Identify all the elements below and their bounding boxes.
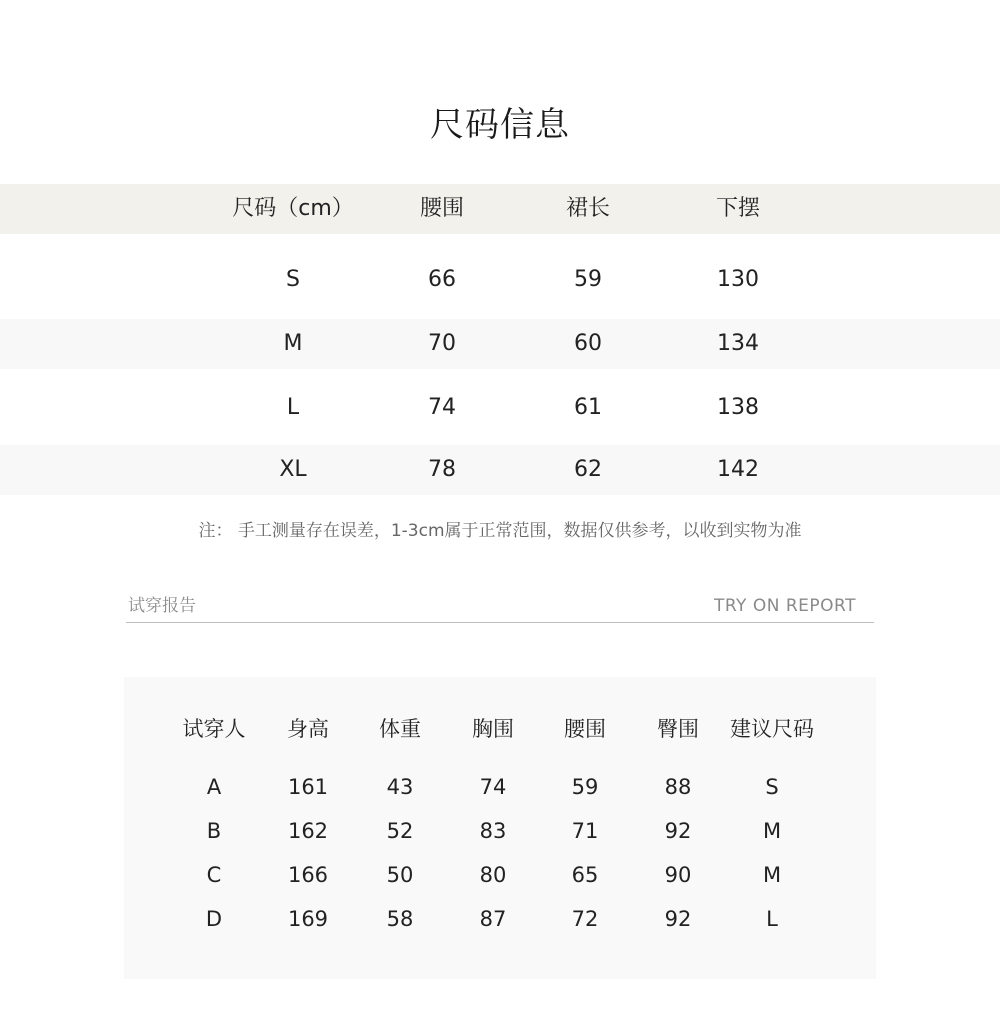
table-row [124, 857, 876, 893]
size-cell: L [286, 395, 300, 420]
hip-cell: 92 [664, 907, 692, 931]
bust-cell: 74 [479, 775, 507, 799]
suggested-size-cell: M [762, 863, 782, 887]
waist-cell: 74 [428, 395, 456, 420]
size-table-header [0, 184, 1000, 234]
hip-cell: 88 [664, 775, 692, 799]
length-cell: 62 [574, 457, 602, 482]
report-divider [126, 594, 874, 623]
table-row [124, 769, 876, 805]
header-height: 身高 [287, 717, 329, 741]
table-row [0, 255, 1000, 305]
waist-cell: 70 [428, 331, 456, 356]
header-hip: 臀围 [657, 717, 699, 741]
size-cell: S [286, 267, 300, 292]
hem-cell: 138 [717, 395, 759, 420]
waist-cell: 78 [428, 457, 456, 482]
tester-cell: B [206, 819, 222, 843]
size-cell: M [283, 331, 303, 356]
header-bust: 胸围 [472, 717, 514, 741]
hem-cell: 130 [717, 267, 759, 292]
header-size: 尺码（cm） [232, 196, 354, 221]
measurement-note: 注： 手工测量存在误差，1-3cm属于正常范围，数据仅供参考，以收到实物为准 [198, 521, 802, 541]
table-row [0, 319, 1000, 369]
bust-cell: 87 [479, 907, 507, 931]
header-suggested-size: 建议尺码 [730, 717, 814, 741]
hem-cell: 142 [717, 457, 759, 482]
bust-cell: 83 [479, 819, 507, 843]
height-cell: 166 [287, 863, 329, 887]
bust-cell: 80 [479, 863, 507, 887]
waist-cell: 66 [428, 267, 456, 292]
hem-cell: 134 [717, 331, 759, 356]
length-cell: 60 [574, 331, 602, 356]
try-on-table [124, 677, 876, 979]
height-cell: 162 [287, 819, 329, 843]
page-title: 尺码信息 [430, 105, 570, 145]
tester-cell: C [206, 863, 222, 887]
table-row [0, 383, 1000, 433]
header-weight: 体重 [379, 717, 421, 741]
header-waist: 腰围 [419, 196, 464, 221]
size-cell: XL [279, 457, 307, 482]
weight-cell: 52 [386, 819, 414, 843]
table-row [124, 901, 876, 937]
table-row [124, 813, 876, 849]
tester-cell: D [205, 907, 223, 931]
header-hem: 下摆 [715, 196, 760, 221]
weight-cell: 50 [386, 863, 414, 887]
header-tester: 试穿人 [182, 717, 246, 741]
height-cell: 169 [287, 907, 329, 931]
try-on-header [124, 711, 876, 747]
waist-cell: 72 [571, 907, 599, 931]
length-cell: 61 [574, 395, 602, 420]
header-waist: 腰围 [564, 717, 606, 741]
weight-cell: 58 [386, 907, 414, 931]
header-skirt-length: 裙长 [565, 196, 610, 221]
waist-cell: 59 [571, 775, 599, 799]
waist-cell: 71 [571, 819, 599, 843]
suggested-size-cell: L [766, 907, 778, 931]
suggested-size-cell: M [762, 819, 782, 843]
weight-cell: 43 [386, 775, 414, 799]
report-label-en: TRY ON REPORT [713, 596, 856, 616]
suggested-size-cell: S [765, 775, 779, 799]
report-label-cn: 试穿报告 [128, 596, 196, 616]
hip-cell: 90 [664, 863, 692, 887]
hip-cell: 92 [664, 819, 692, 843]
table-row [0, 445, 1000, 495]
waist-cell: 65 [571, 863, 599, 887]
tester-cell: A [206, 775, 222, 799]
height-cell: 161 [287, 775, 329, 799]
length-cell: 59 [574, 267, 602, 292]
